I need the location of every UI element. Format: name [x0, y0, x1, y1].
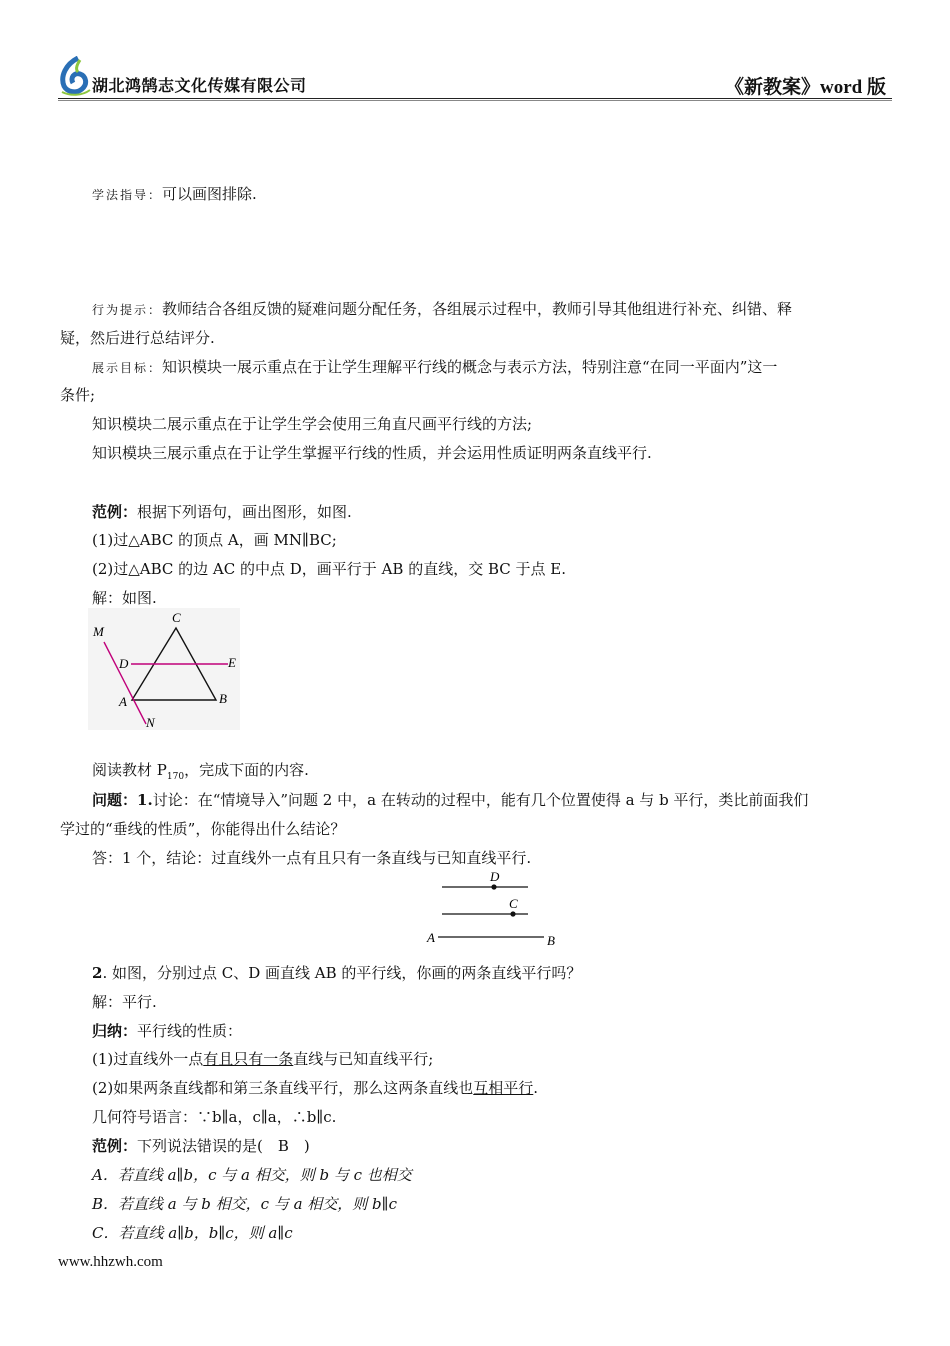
example-2-label: 范例：	[92, 1137, 138, 1155]
summary	[92, 1021, 242, 1041]
example-1-q1: (1)过△ABC 的顶点 A，画 MN∥BC;	[92, 531, 337, 549]
question-2-answer: 解：平行.	[92, 993, 157, 1011]
label-n: N	[146, 715, 155, 730]
display-goal-text-4: 知识模块三展示重点在于让学生掌握平行线的性质，并会运用性质证明两条直线平行.	[92, 444, 652, 462]
behavior-hint-text-1: 教师结合各组反馈的疑难问题分配任务，各组展示过程中，教师引导其他组进行补充、纠错、释	[162, 300, 793, 318]
display-goal-text-1: 知识模块一展示重点在于让学生理解平行线的概念与表示方法，特别注意“在同一平面内”这一	[162, 358, 778, 376]
company-name: 湖北鸿鹄志文化传媒有限公司	[92, 76, 307, 95]
label-e: E	[228, 655, 236, 670]
reading-instruction	[92, 760, 309, 787]
behavior-hint-text-2: 疑，然后进行总结评分.	[60, 329, 215, 347]
company-logo	[58, 56, 92, 96]
example-1-answer: 解：如图.	[92, 589, 157, 607]
label-a: A	[119, 694, 127, 709]
fig2-label-a: A	[427, 930, 435, 945]
option-b: B．若直线 a 与 b 相交，c 与 a 相交，则 b∥c	[92, 1195, 397, 1213]
property-1	[92, 1049, 433, 1069]
example-2	[92, 1136, 310, 1156]
display-goal-text-2: 条件;	[60, 386, 96, 404]
property-2-pre: (2)如果两条直线都和第三条直线平行，那么这两条直线也	[92, 1079, 474, 1097]
reading-page: 170	[166, 772, 185, 782]
display-goal-label: 展示目标：	[92, 361, 163, 375]
example-1-label: 范例：	[92, 503, 138, 521]
study-guide-label: 学法指导：	[92, 188, 163, 202]
label-m: M	[93, 624, 104, 639]
example-1-q2: (2)过△ABC 的边 AC 的中点 D，画平行于 AB 的直线，交 BC 于点 E.	[92, 560, 566, 578]
header-divider-thin	[58, 100, 892, 101]
question-1-answer: 答：1 个，结论：过直线外一点有且只有一条直线与已知直线平行.	[92, 849, 532, 867]
property-2	[92, 1078, 538, 1098]
question-2-number: 2	[92, 964, 103, 982]
question-2	[92, 963, 581, 983]
reading-post: ，完成下面的内容.	[184, 761, 309, 779]
footer-url: www.hhzwh.com	[58, 1254, 163, 1270]
header-divider	[58, 98, 892, 99]
display-goal	[92, 357, 777, 378]
option-c: C．若直线 a∥b，b∥c，则 a∥c	[92, 1224, 293, 1242]
fig2-label-b: B	[547, 933, 555, 948]
point-c	[510, 911, 515, 916]
label-b: B	[219, 691, 227, 706]
property-2-post: .	[533, 1079, 539, 1097]
example-1-text: 根据下列语句，画出图形，如图.	[137, 503, 352, 521]
property-1-pre: (1)过直线外一点	[92, 1050, 204, 1068]
figure-background	[88, 608, 240, 730]
logo-icon	[58, 56, 92, 96]
behavior-hint	[92, 299, 792, 320]
question-1-number: 1.	[137, 791, 153, 809]
label-c: C	[172, 610, 181, 625]
question-1-text-2: 学过的“垂线的性质”，你能得出什么结论？	[60, 820, 346, 838]
option-a: A．若直线 a∥b，c 与 a 相交，则 b 与 c 也相交	[92, 1166, 412, 1184]
property-1-post: 直线与已知直线平行;	[293, 1050, 434, 1068]
question-1-text-1: 讨论：在“情境导入”问题 2 中，a 在转动的过程中，能有几个位置使得 a 与 b 平行，类比前面我们	[152, 791, 809, 809]
summary-text: 平行线的性质：	[137, 1022, 243, 1040]
behavior-hint-label: 行为提示：	[92, 303, 163, 317]
reading-pre: 阅读教材 P	[92, 761, 167, 779]
point-d	[491, 884, 496, 889]
example-2-text: 下列说法错误的是( B )	[137, 1137, 310, 1155]
study-guide-text: 可以画图排除.	[162, 185, 257, 203]
edition-label: 《新教案》word 版	[725, 77, 886, 98]
study-guide	[92, 184, 257, 205]
question-1	[92, 790, 808, 810]
symbol-language: 几何符号语言：∵b∥a，c∥a，∴b∥c.	[92, 1108, 337, 1126]
question-2-text: . 如图，分别过点 C、D 画直线 AB 的平行线，你画的两条直线平行吗？	[102, 964, 582, 982]
label-d: D	[119, 656, 129, 671]
property-2-key: 互相平行	[473, 1079, 534, 1097]
question-label: 问题：	[92, 791, 138, 809]
triangle-figure	[88, 608, 240, 730]
fig2-label-d: D	[490, 869, 500, 884]
parallel-lines-figure	[424, 868, 564, 950]
display-goal-text-3: 知识模块二展示重点在于让学生学会使用三角直尺画平行线的方法;	[92, 415, 533, 433]
fig2-label-c: C	[509, 896, 518, 911]
summary-label: 归纳：	[92, 1022, 138, 1040]
example-1	[92, 502, 352, 522]
property-1-key: 有且只有一条	[203, 1050, 294, 1068]
